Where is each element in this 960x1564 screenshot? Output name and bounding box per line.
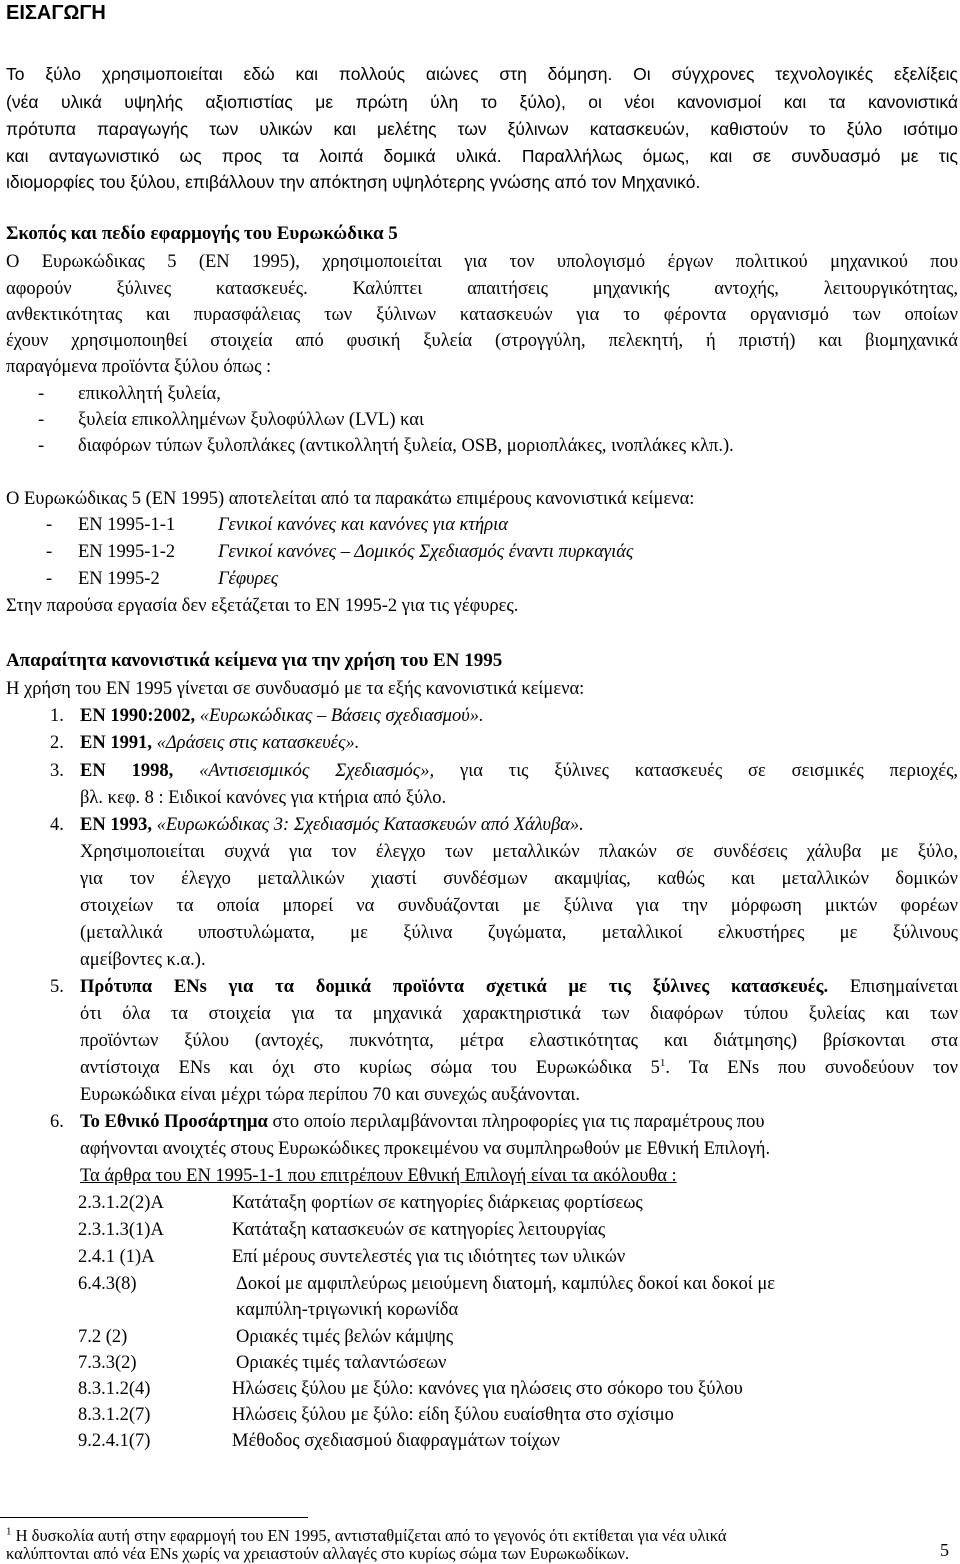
article-code: 7.3.3(2)	[78, 1353, 137, 1373]
article-desc: Μέθοδος σχεδιασμού διαφραγμάτων τοίχων	[232, 1431, 560, 1451]
scope-line: έχουν χρησιμοποιηθεί στοιχεία από φυσική ξυλεία (στρογγύλη, πελεκητή, ή πριστή) και βιομηχανικά	[6, 331, 958, 351]
part-title: Γενικοί κανόνες – Δομικός Σχεδιασμός έναντι πυρκαγιάς	[218, 542, 634, 562]
text: Επισημαίνεται	[849, 977, 958, 997]
code: EN 1990:2002,	[80, 706, 196, 726]
list-item-5-cont: Ευρωκώδικα είναι μέχρι τώρα περίπου 70 και συνεχώς αυξάνονται.	[80, 1085, 580, 1105]
article-code: 2.4.1 (1)A	[78, 1247, 155, 1267]
intro-line: ιδιομορφίες του ξύλου, επιβάλλουν την απόκτηση υψηλότερης γνώσης από τον Μηχανικό.	[6, 172, 701, 192]
bold-title: Πρότυπα ENs για τα δομικά προϊόντα σχετικά με τις ξύλινες κατασκευές.	[80, 977, 829, 997]
part-code: EN 1995-1-1	[78, 515, 176, 535]
list-number: 5.	[50, 977, 64, 997]
article-desc-cont: καμπύλη-τριγωνική κορωνίδα	[236, 1300, 459, 1320]
bullet-dash: -	[38, 436, 45, 456]
text: Η δυσκολία αυτή στην εφαρμογή του EN 1995, αντισταθμίζεται από το γεγονός ότι εκτίθεται για νέα υλικά	[15, 1526, 727, 1545]
list-item-6-cont: αφήνονται ανοιχτές στους Ευρωκώδικες προκειμένου να συμπληρωθούν με Εθνική Επιλογή.	[80, 1139, 771, 1159]
doc-title: «Ευρωκώδικας 3: Σχεδιασμός Κατασκευών από Χάλυβα».	[156, 815, 584, 835]
article-desc: Κατάταξη κατασκευών σε κατηγορίες λειτουργίας	[232, 1220, 606, 1240]
list-number: 1.	[50, 706, 64, 726]
article-desc: Δοκοί με αμφιπλεύρως μειούμενη διατομή, καμπύλες δοκοί και δοκοί με	[236, 1274, 776, 1294]
scope-line: αφορούν ξύλινες κατασκευές. Καλύπτει απαιτήσεις μηχανικής αντοχής, λειτουργικότητας,	[6, 279, 958, 299]
article-desc: Οριακές τιμές βελών κάμψης	[236, 1327, 454, 1347]
article-code: 9.2.4.1(7)	[78, 1431, 151, 1451]
article-code: 8.3.1.2(4)	[78, 1379, 151, 1399]
intro-line: και ανταγωνιστικό ως προς τα λοιπά δομικά υλικά. Παραλλήλως όμως, και σε συνδυασμό με τις	[6, 146, 958, 166]
parts-intro: Ο Ευρωκώδικας 5 (EN 1995) αποτελείται από τα παρακάτω επιμέρους κανονιστικά κείμενα:	[6, 489, 695, 509]
list-item-5-cont	[80, 1058, 958, 1079]
intro-line: πρότυπα παραγωγής των υλικών και μελέτης των ξύλινων κατασκευών, καθιστούν το ξύλο ισότιμο	[6, 119, 958, 139]
code: EN 1993,	[80, 815, 152, 835]
article-code: 7.2 (2)	[78, 1327, 128, 1347]
part-title: Γέφυρες	[218, 569, 279, 589]
article-desc: Επί μέρους συντελεστές για τις ιδιότητες των υλικών	[232, 1247, 626, 1267]
list-item-5	[80, 977, 958, 998]
footnote-line	[6, 1526, 727, 1546]
list-item-2	[80, 733, 359, 754]
bold-title: Το Εθνικό Προσάρτημα	[80, 1112, 268, 1132]
list-item-4-cont: Χρησιμοποιείται συχνά για τον έλεγχο των μεταλλικών πλακών σε συνδέσεις χάλυβα με ξύλο,	[80, 842, 958, 862]
doc-title: «Ευρωκώδικας – Βάσεις σχεδιασμού».	[199, 706, 484, 726]
bullet-item: διαφόρων τύπων ξυλοπλάκες (αντικολλητή ξυλεία, OSB, μοριοπλάκες, ινοπλάκες κλπ.).	[78, 436, 734, 456]
text: . Τα ENs που συνοδεύουν τον	[665, 1058, 959, 1078]
list-item-4-cont: αμείβοντες κ.α.).	[80, 950, 206, 970]
footnote-mark: 1	[6, 1525, 12, 1538]
footnote-line: καλύπτονται από νέα ENs χωρίς να χρειαστούν αλλαγές στο κυρίως σώμα των Ευρωκωδίκων.	[6, 1544, 630, 1563]
code: EN 1991,	[80, 733, 152, 753]
bullet-item: επικολλητή ξυλεία,	[78, 384, 221, 404]
footnote-rule	[0, 1517, 308, 1518]
articles-title: Τα άρθρα του EN 1995-1-1 που επιτρέπουν Εθνική Επιλογή είναι τα ακόλουθα :	[80, 1166, 677, 1186]
bullet-dash: -	[38, 384, 45, 404]
required-title: Απαραίτητα κανονιστικά κείμενα για την χρήση του EN 1995	[6, 650, 503, 671]
scope-title: Σκοπός και πεδίο εφαρμογής του Ευρωκώδικα 5	[6, 223, 398, 244]
code: EN 1998,	[80, 761, 174, 781]
part-code: EN 1995-1-2	[78, 542, 176, 562]
list-item-3	[80, 761, 958, 782]
bullet-item: ξυλεία επικολλημένων ξυλοφύλλων (LVL) και	[78, 410, 424, 430]
footnote-ref: 1	[659, 1056, 666, 1069]
text: για τις ξύλινες κατασκευές σε σεισμικές περιοχές,	[460, 761, 959, 781]
list-item-4-cont: (μεταλλικά υποστυλώματα, με ξύλινα ζυγώματα, μεταλλικοί ελκυστήρες με ξύλινους	[80, 923, 958, 943]
list-item-4-cont: για τον έλεγχο μεταλλικών χιαστί συνδέσμων ακαμψίας, καθώς και μεταλλικών δομικών	[80, 869, 958, 889]
doc-title: «Δράσεις στις κατασκευές».	[156, 733, 360, 753]
list-number: 2.	[50, 733, 64, 753]
list-item-1	[80, 706, 484, 727]
list-number: 3.	[50, 761, 64, 781]
page-number: 5	[940, 1540, 949, 1560]
intro-line: Το ξύλο χρησιμοποιείται εδώ και πολλούς αιώνες στη δόμηση. Οι σύγχρονες τεχνολογικές εξελίξεις	[6, 64, 958, 84]
list-item-6	[80, 1112, 765, 1133]
article-code: 2.3.1.3(1)A	[78, 1220, 164, 1240]
article-desc: Κατάταξη φορτίων σε κατηγορίες διάρκειας φορτίσεως	[232, 1193, 643, 1213]
list-number: 6.	[50, 1112, 64, 1132]
article-code: 2.3.1.2(2)A	[78, 1193, 164, 1213]
text: αντίστοιχα ENs και όχι στο κυρίως σώμα του Ευρωκώδικα 5	[80, 1058, 660, 1078]
list-item-5-cont: προϊόντων ξύλου (αντοχές, πυκνότητα, μέτρα ελαστικότητας και διάτμησης) βρίσκονται στα	[80, 1031, 958, 1051]
part-dash: -	[46, 542, 53, 562]
part-dash: -	[46, 569, 53, 589]
page-heading: ΕΙΣΑΓΩΓΗ	[6, 2, 106, 24]
scope-line: Ο Ευρωκώδικας 5 (EN 1995), χρησιμοποιείται για τον υπολογισμό έργων πολιτικού μηχανικού που	[6, 252, 958, 272]
article-code: 8.3.1.2(7)	[78, 1405, 151, 1425]
intro-line: (νέα υλικά υψηλής αξιοπιστίας με πρώτη ύλη το ξύλο), οι νέοι κανονισμοί και τα κανονιστικά	[6, 92, 958, 112]
part-code: EN 1995-2	[78, 569, 160, 589]
list-item-3-cont: βλ. κεφ. 8 : Ειδικοί κανόνες για κτήρια από ξύλο.	[80, 788, 447, 808]
text: στο οποίο περιλαμβάνονται πληροφορίες για τις παραμέτρους που	[272, 1112, 765, 1132]
part-dash: -	[46, 515, 53, 535]
scope-line: παραγόμενα προϊόντα ξύλου όπως :	[6, 357, 272, 377]
part-title: Γενικοί κανόνες και κανόνες για κτήρια	[218, 515, 508, 535]
article-desc: Ηλώσεις ξύλου με ξύλο: κανόνες για ηλώσεις στο σόκορο του ξύλου	[232, 1379, 743, 1399]
article-desc: Οριακές τιμές ταλαντώσεων	[236, 1353, 447, 1373]
scope-line: ανθεκτικότητας και πυρασφάλειας των ξύλινων κατασκευών για το φέροντα οργανισμό των οποίων	[6, 305, 958, 325]
required-intro: Η χρήση του EN 1995 γίνεται σε συνδυασμό με τα εξής κανονιστικά κείμενα:	[6, 679, 585, 699]
parts-note: Στην παρούσα εργασία δεν εξετάζεται το EN 1995-2 για τις γέφυρες.	[6, 596, 519, 616]
doc-title: «Αντισεισμικός Σχεδιασμός»,	[199, 761, 435, 781]
list-item-4	[80, 815, 584, 836]
list-item-4-cont: στοιχείων τα οποία μπορεί να συνδυάζονται με ξύλινα για την μόρφωση μικτών φορέων	[80, 896, 958, 916]
list-number: 4.	[50, 815, 64, 835]
article-code: 6.4.3(8)	[78, 1274, 137, 1294]
list-item-5-cont: ότι όλα τα στοιχεία για τα μηχανικά χαρακτηριστικά των διαφόρων τύπου ξυλείας και των	[80, 1004, 958, 1024]
article-desc: Ηλώσεις ξύλου με ξύλο: είδη ξύλου ευαίσθητα στο σχίσιμο	[232, 1405, 674, 1425]
bullet-dash: -	[38, 410, 45, 430]
